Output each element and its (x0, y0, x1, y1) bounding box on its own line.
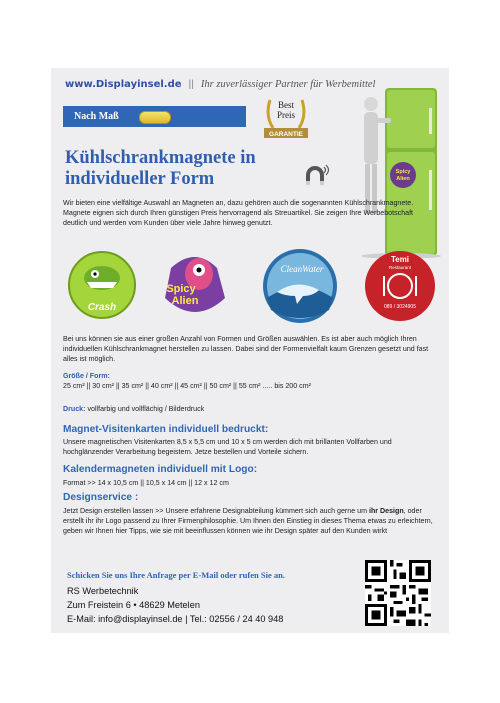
temi-sub: Restaurant (388, 265, 412, 270)
horseshoe-magnet-icon (303, 163, 329, 189)
svg-text:Spicy: Spicy (395, 169, 411, 175)
clean-water-magnet-example (257, 248, 343, 326)
flyer (51, 68, 449, 633)
title-line-1: Kühlschrankmagnete in (65, 148, 256, 168)
brand-logo[interactable]: www.Displayinsel.de (65, 79, 182, 90)
company-name: RS Werbetechnik (67, 586, 139, 596)
nach-mass-label: Nach Maß (74, 111, 119, 122)
measuring-tape-icon (139, 111, 171, 124)
title-line-2: individueller Form (65, 169, 215, 189)
badge-line3: GARANTIE (269, 131, 303, 138)
print-block (63, 404, 435, 414)
page-title (65, 148, 335, 190)
laurel-left-icon (268, 100, 273, 128)
calendar-heading: Kalendermagneten individuell mit Logo: (63, 464, 258, 475)
temi-name: Temi (390, 255, 410, 264)
intro-text: Wir bieten eine vielfältige Auswahl an Magneten an, dazu gehören auch die sogenannten Kühlschrankmagnete. Magnete eignen sich durch Ihren günstigen Preis hervorragend als Streuartikel. Sie zeigen Ihre Werbebotschaft deutlich und werden vom Kunden über viele Jahre hinweg genutzt. (63, 199, 414, 228)
header (65, 78, 375, 90)
sizes-value: 25 cm² || 30 cm² || 35 cm² || 40 cm² || 45 cm² || 50 cm² || 55 cm² ..... bis 200 cm² (63, 382, 311, 391)
temi-phone: 089 / 3024905 (384, 304, 416, 310)
slogan: Ihr zuverlässiger Partner für Werbemittel (200, 79, 376, 90)
laurel-right-icon (299, 100, 304, 128)
sizes-block (63, 371, 435, 391)
alien-line-1: Spicy (166, 283, 196, 295)
design-text-bold: ihr Design (368, 507, 404, 515)
print-value: vollfarbig und vollflächig / Bilderdruck (85, 405, 205, 413)
contact-cta: Schicken Sie uns Ihre Anfrage per E-Mail oder rufen Sie an. (67, 570, 285, 580)
crash-magnet-example (67, 248, 137, 324)
fridge-illustration (341, 80, 446, 258)
email-phone[interactable]: E-Mail: info@displayinsel.de | Tel.: 02556 / 24 40 948 (67, 614, 284, 624)
svg-text:Alien: Alien (396, 176, 410, 182)
temi-restaurant-magnet-example (363, 248, 437, 324)
badge-line2: Preis (277, 110, 295, 120)
shapes-text: Bei uns können sie aus einer großen Anzahl von Formen und Größen auswählen. Es ist aber auch möglich Ihren individuellen Kühlschrankmagnet herstellen zu lassen. Dabei sind der Formenvielfalt kaum Grenzen gesetzt und fast alles ist möglich. (63, 335, 429, 364)
sizes-label: Größe / Form: (63, 372, 110, 380)
nach-mass-banner (63, 106, 246, 127)
header-separator: || (188, 78, 194, 90)
design-heading: Designservice : (63, 492, 139, 503)
badge-line1: Best (277, 100, 295, 110)
crash-label: Crash (87, 302, 117, 313)
print-label: Druck: (63, 405, 86, 413)
spicy-alien-magnet-example (151, 248, 239, 326)
design-text: Jetzt Design erstellen lassen >> Unsere erfahrene Designabteilung kümmert sich auch gerne um ihr Design, oder erstellt ihr ihr Logo passend zu Ihrer Firmenphilosophie. Um Ihnen den Einstieg in dieses Thema etwas zu erleichtern, geben wir Ihnen hier Tipps, wie sie mit beeinflussen können wie ihr Design später auf den Kunden wirkt (63, 507, 433, 536)
qr-code[interactable] (365, 560, 431, 626)
contact-address (67, 584, 283, 626)
example-magnets (63, 248, 437, 328)
street-address: Zum Freistein 6 • 48629 Metelen (67, 600, 200, 610)
cards-text: Unsere magnetischen Visitenkarten 8,5 x 5,5 cm und 10 x 5 cm werden dich mit brillanten Vollfarben und hochglänzender Verarbeitung begeistern. Jetze bestellen und Vorteile sichern. (63, 438, 392, 457)
alien-line-2: Alien (171, 295, 199, 307)
calendar-text: Format >> 14 x 10,5 cm || 10,5 x 14 cm || 12 x 12 cm (63, 479, 229, 487)
clean-water-label: CleanWater (280, 264, 324, 274)
cards-heading: Magnet-Visitenkarten individuell bedruckt: (63, 424, 269, 435)
best-price-badge (261, 88, 311, 146)
